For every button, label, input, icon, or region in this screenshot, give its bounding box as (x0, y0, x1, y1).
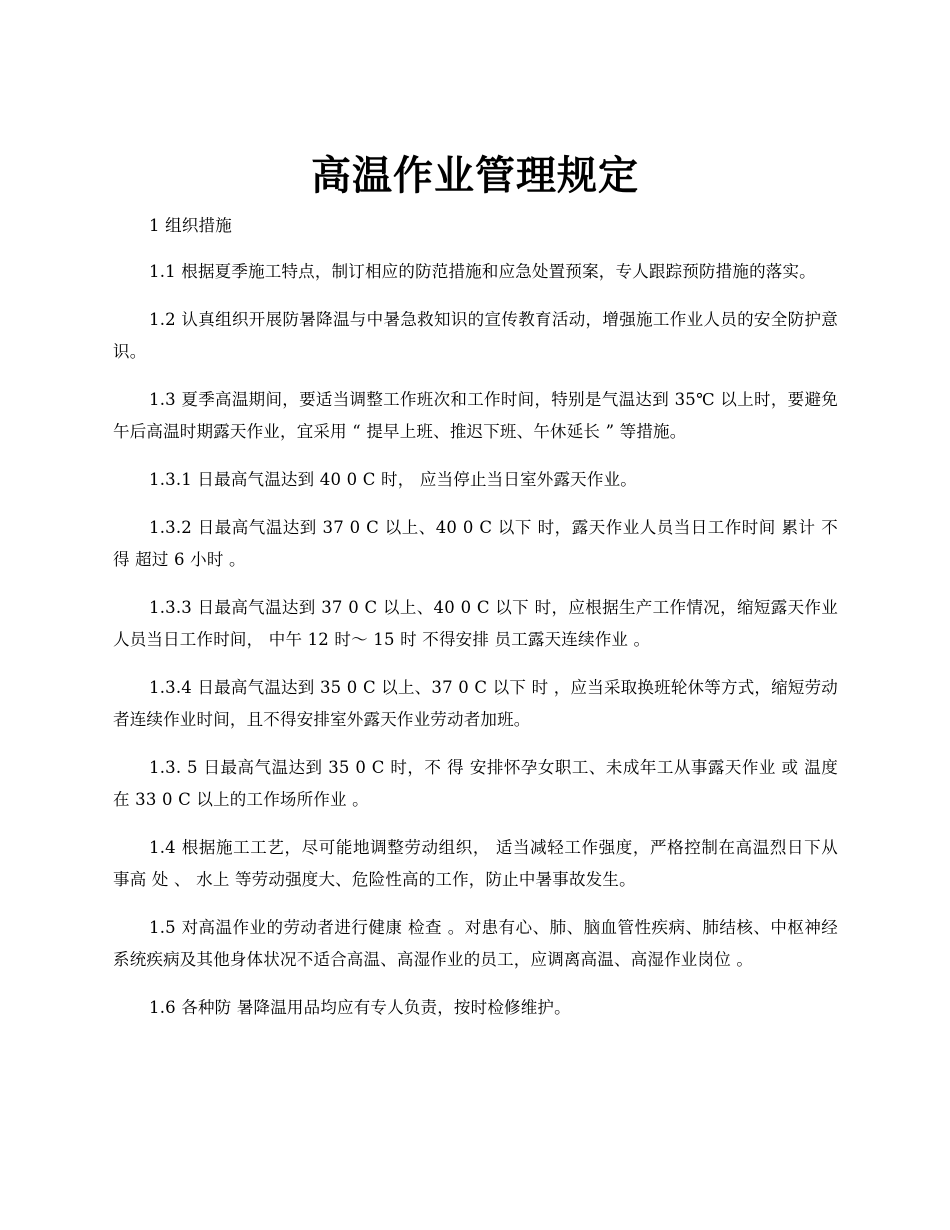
paragraph-1-2: 1.2 认真组织开展防暑降温与中暑急救知识的宣传教育活动，增强施工作业人员的安全防护意识。 (113, 310, 838, 361)
paragraph-1-3: 1.3 夏季高温期间，要适当调整工作班次和工作时间，特别是气温达到 35℃ 以上时，要避免午后高温时期露天作业，宜采用 “ 提早上班、推迟下班、午休延长 ” 等措施。 (113, 390, 838, 441)
paragraph-1-3-3: 1.3.3 日最高气温达到 37 0 C 以上、40 0 C 以下 时，应根据生产工作情况，缩短露天作业人员当日工作时间， 中午 12 时～ 15 时 不得安排 员工露天连续作业 。 (113, 598, 838, 649)
document-body (113, 210, 838, 1040)
paragraph-1-3-2: 1.3.2 日最高气温达到 37 0 C 以上、40 0 C 以下 时，露天作业人员当日工作时间 累计 不 得 超过 6 小时 。 (113, 518, 838, 569)
paragraph-1-5: 1.5 对高温作业的劳动者进行健康 检查 。对患有心、肺、脑血管性疾病、肺结核、中枢神经系统疾病及其他身体状况不适合高温、高湿作业的员工，应调离高温、高湿作业岗位 。 (113, 918, 838, 969)
paragraph-1-3-1: 1.3.1 日最高气温达到 40 0 C 时， 应当停止当日室外露天作业。 (149, 470, 637, 489)
paragraph-1-6: 1.6 各种防 暑降温用品均应有专人负责，按时检修维护。 (149, 998, 571, 1017)
paragraph-1-1: 1.1 根据夏季施工特点，制订相应的防范措施和应急处置预案，专人跟踪预防措施的落实。 (149, 262, 816, 281)
section-heading: 1 组织措施 (149, 216, 232, 235)
document-title: 高温作业管理规定 (311, 152, 639, 199)
paragraph-1-3-4: 1.3.4 日最高气温达到 35 0 C 以上、37 0 C 以下 时 ，应当采取换班轮休等方式，缩短劳动者连续作业时间，且不得安排室外露天作业劳动者加班。 (113, 678, 838, 729)
paragraph-1-4: 1.4 根据施工工艺，尽可能地调整劳动组织， 适当减轻工作强度，严格控制在高温烈日下从事高 处 、 水上 等劳动强度大、危险性高的工作，防止中暑事故发生。 (113, 838, 838, 889)
paragraph-1-3-5: 1.3. 5 日最高气温达到 35 0 C 时，不 得 安排怀孕女职工、未成年工从事露天作业 或 温度在 33 0 C 以上的工作场所作业 。 (113, 758, 838, 809)
